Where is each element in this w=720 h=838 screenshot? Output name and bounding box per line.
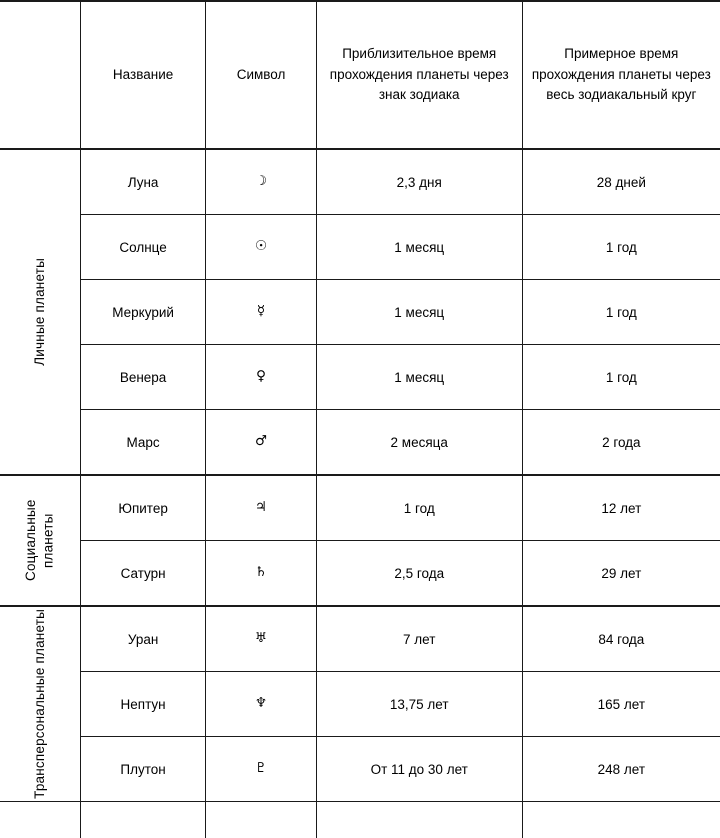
circle-time-value: 1 год — [522, 215, 720, 280]
table-row — [0, 149, 720, 215]
partial-cell-sign-time — [316, 802, 522, 838]
table-row — [0, 541, 720, 607]
uranus-symbol: ♅ — [206, 606, 316, 672]
saturn-symbol: ♄ — [206, 541, 316, 607]
sign-time-value: 2 месяца — [316, 410, 522, 476]
circle-time-value: 2 года — [522, 410, 720, 476]
sign-time-value: 1 год — [316, 475, 522, 541]
header-cell-symbol: Символ — [206, 1, 316, 149]
partial-cell-name — [80, 802, 206, 838]
sign-time-value: 2,3 дня — [316, 149, 522, 215]
group-label-personal: Личные планеты — [0, 149, 80, 475]
sign-time-value: 1 месяц — [316, 345, 522, 410]
circle-time-value: 248 лет — [522, 737, 720, 802]
sign-time-value: 13,75 лет — [316, 672, 522, 737]
header-cell-name: Название — [80, 1, 206, 149]
sign-time-value: 7 лет — [316, 606, 522, 672]
pluto-symbol: ♇ — [206, 737, 316, 802]
table-row — [0, 672, 720, 737]
table-row — [0, 410, 720, 476]
table-row — [0, 737, 720, 802]
planet-name: Плутон — [80, 737, 206, 802]
planet-name: Марс — [80, 410, 206, 476]
table-header-row — [0, 1, 720, 149]
mars-symbol: ♂ — [206, 410, 316, 476]
circle-time-value: 1 год — [522, 345, 720, 410]
circle-time-value: 1 год — [522, 280, 720, 345]
neptune-symbol: ♆ — [206, 672, 316, 737]
circle-time-value: 29 лет — [522, 541, 720, 607]
header-cell-sign-time: Приблизительное время прохождения планеты через знак зодиака — [316, 1, 522, 149]
sun-symbol: ☉ — [206, 215, 316, 280]
moon-crescent-symbol: ☽ — [206, 149, 316, 215]
table-row-partial — [0, 802, 720, 838]
table-row — [0, 475, 720, 541]
circle-time-value: 12 лет — [522, 475, 720, 541]
group-label-transpersonal: Трансперсональные планеты — [0, 606, 80, 802]
planet-name: Луна — [80, 149, 206, 215]
planet-name: Сатурн — [80, 541, 206, 607]
partial-cell-symbol — [206, 802, 316, 838]
partial-cell-group — [0, 802, 80, 838]
partial-cell-circle-time — [522, 802, 720, 838]
jupiter-symbol: ♃ — [206, 475, 316, 541]
header-cell-group — [0, 1, 80, 149]
sign-time-value: 2,5 года — [316, 541, 522, 607]
table-row — [0, 345, 720, 410]
sign-time-value: 1 месяц — [316, 215, 522, 280]
planet-name: Нептун — [80, 672, 206, 737]
group-label-social: Социальные планеты — [0, 475, 80, 606]
circle-time-value: 28 дней — [522, 149, 720, 215]
table-row — [0, 606, 720, 672]
sign-time-value: От 11 до 30 лет — [316, 737, 522, 802]
header-cell-circle-time: Примерное время прохождения планеты через весь зодиакальный круг — [522, 1, 720, 149]
planet-name: Юпитер — [80, 475, 206, 541]
table-row — [0, 215, 720, 280]
circle-time-value: 84 года — [522, 606, 720, 672]
table-row — [0, 280, 720, 345]
circle-time-value: 165 лет — [522, 672, 720, 737]
planet-name: Солнце — [80, 215, 206, 280]
venus-symbol: ♀ — [206, 345, 316, 410]
planet-name: Уран — [80, 606, 206, 672]
sign-time-value: 1 месяц — [316, 280, 522, 345]
planet-name: Меркурий — [80, 280, 206, 345]
mercury-symbol: ☿ — [206, 280, 316, 345]
planet-name: Венера — [80, 345, 206, 410]
